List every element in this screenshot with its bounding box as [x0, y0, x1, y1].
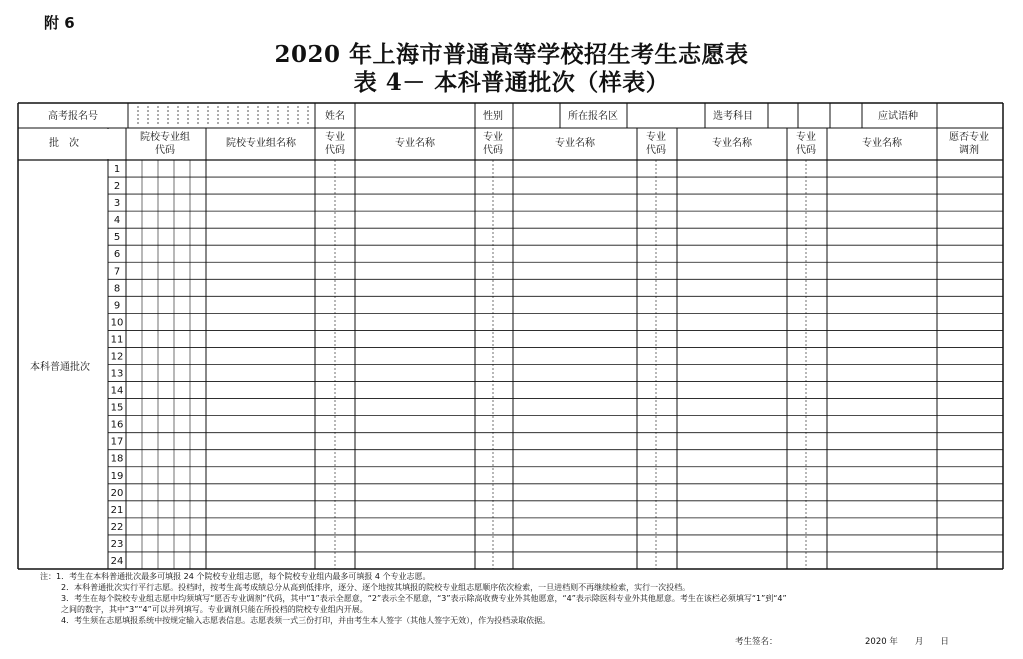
attachment-label: 附 6: [44, 14, 75, 32]
gender-label: 性别: [483, 111, 503, 122]
row-number: 4: [113, 215, 121, 227]
row-number: 24: [110, 555, 124, 567]
row-number: 5: [113, 232, 121, 244]
group-code-header-2: 代码: [155, 145, 175, 156]
elective-subjects-label: 选考科目: [713, 111, 753, 122]
row-number: 17: [110, 436, 124, 448]
note-line: 2．本科普通批次实行平行志愿。投档时，按考生高考成绩总分从高到低排序，逐分、逐个地按其填报的院校专业组志愿顺序依次检索，一旦进档则不再继续检索，实行一次投档。: [61, 583, 691, 592]
page-subtitle: 表 4－ 本科普通批次（样表）: [353, 69, 670, 96]
row-number: 7: [113, 266, 121, 278]
page-title: 2020 年上海市普通高等学校招生考生志愿表: [274, 41, 749, 68]
row-number: 9: [113, 300, 121, 312]
batch-name: 本科普通批次: [30, 362, 90, 373]
row-number: 19: [110, 470, 124, 482]
row-number: 8: [113, 283, 121, 295]
batch-column-header: 批 次: [49, 138, 79, 149]
row-number: 3: [113, 198, 121, 210]
row-number: 10: [110, 317, 124, 329]
row-number: 14: [110, 385, 124, 397]
major-code-header-4b: 代码: [796, 145, 816, 156]
major-code-header-2b: 代码: [483, 145, 503, 156]
row-number: 2: [113, 181, 121, 193]
major-name-header-4: 专业名称: [862, 138, 902, 149]
group-code-header: 院校专业组: [140, 132, 190, 143]
major-code-header-3: 专业: [646, 132, 666, 143]
row-number: 18: [110, 453, 124, 465]
row-number: 16: [110, 419, 124, 431]
adjust-header-2: 调剂: [959, 145, 979, 156]
note-line: 注：1．考生在本科普通批次最多可填报 24 个院校专业组志愿，每个院校专业组内最多可填报 4 个专业志愿。: [40, 572, 431, 581]
major-name-header-1: 专业名称: [395, 138, 435, 149]
row-number: 23: [110, 538, 124, 550]
major-code-header-1: 专业: [325, 132, 345, 143]
row-number: 15: [110, 402, 124, 414]
note-line: 4．考生须在志愿填报系统中按规定输入志愿表信息。志愿表须一式三份打印，并由考生本人签字（其他人签字无效），作为投档录取依据。: [61, 616, 551, 625]
signature-label: 考生签名：: [735, 637, 778, 647]
row-number: 6: [113, 249, 121, 261]
row-number: 1: [113, 164, 121, 176]
major-code-header-2: 专业: [483, 132, 503, 143]
exam-number-label: 高考报名号: [48, 111, 98, 122]
major-name-header-3: 专业名称: [712, 138, 752, 149]
major-code-header-4: 专业: [796, 132, 816, 143]
note-line: 之间的数字，其中“3”“4”可以并列填写。专业调剂只能在所投档的院校专业组内开展。: [61, 605, 368, 614]
major-code-header-3b: 代码: [646, 145, 666, 156]
language-label: 应试语种: [878, 111, 918, 122]
adjust-header: 愿否专业: [949, 132, 989, 143]
row-number: 12: [110, 351, 124, 363]
group-name-header: 院校专业组名称: [226, 138, 296, 149]
row-number: 21: [110, 504, 124, 516]
row-number: 20: [110, 487, 124, 499]
note-line: 3．考生在每个院校专业组志愿中均须填写“愿否专业调剂”代码，其中“1”表示全愿意，“2”表示全不愿意，“3”表示除高收费专业外其他愿意，“4”表示除医科专业外其他愿意。考生在该栏必须填写“1”到“4”: [61, 594, 787, 603]
district-label: 所在报名区: [568, 111, 618, 122]
name-label: 姓名: [325, 111, 345, 122]
signature-date: 2020 年 月 日: [865, 637, 949, 647]
major-code-header-1b: 代码: [325, 145, 345, 156]
notes-section: [40, 571, 1015, 626]
row-number: 13: [110, 368, 124, 380]
row-number: 11: [110, 334, 124, 346]
major-name-header-2: 专业名称: [555, 138, 595, 149]
row-number: 22: [110, 521, 124, 533]
